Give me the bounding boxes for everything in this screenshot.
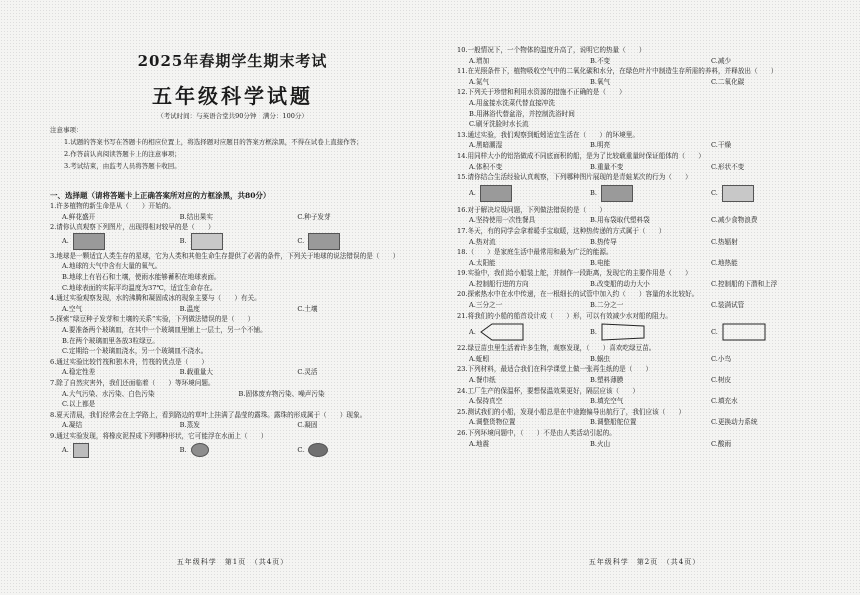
options: [457, 300, 832, 311]
question: 26.下列环境问题中，（ ）不是由人类活动引起的。: [457, 429, 616, 437]
option: C.装满试管: [711, 301, 745, 310]
option: A.增加: [469, 56, 490, 65]
option: A.用盆接水洗菜代替直接冲洗: [469, 98, 555, 107]
lizard-image: [601, 185, 633, 202]
option: A.控制船行进的方向: [469, 279, 529, 288]
boat-shape-image: [308, 443, 328, 457]
option: A.热对流: [469, 237, 496, 246]
option: A.太阳能: [469, 258, 496, 267]
question: 12.下列关于珍惜和利用水资源的措施不正确的是（ ）: [457, 88, 626, 97]
option: A.空气: [62, 304, 83, 313]
option: A.地球的大气中含有大量的氧气。: [62, 262, 162, 271]
option: B.火山: [590, 439, 611, 448]
question: 21.将我们的小船的船首设计成（ ）形，可以有效减少水对船的阻力。: [457, 311, 672, 320]
option: C.地球表面的实际平均温度为37℃，适宜生命存在。: [62, 283, 217, 292]
question: 3.地球是一颗适宜人类生存的星球，它为人类和其他生命生存提供了必需的条件，下列关于地球的说法错误的是（ ）: [50, 251, 400, 260]
question: 11.在光照条件下，植物吸收空气中的二氧化碳和水分，在绿色叶片中制造生存所需的养料，并释放出（ ）: [457, 67, 778, 76]
option: C.小鸟: [711, 354, 732, 363]
question-list-right: [457, 45, 832, 449]
page-footer: 五年级科学 第2页 （共4页）: [588, 558, 701, 566]
option: A.黑暗潮湿: [469, 141, 503, 150]
options: [457, 162, 832, 173]
bird-image: [191, 233, 223, 250]
option: A.餐巾纸: [469, 376, 496, 385]
option: A.鲜花盛开: [62, 212, 96, 221]
subject-title: 五年级科学试题: [152, 84, 313, 108]
options: [50, 367, 415, 378]
boat-image: [308, 233, 340, 250]
option: A.保持真空: [469, 397, 503, 406]
option: C.灵活: [297, 368, 318, 377]
options: [457, 77, 832, 88]
image-options: [457, 183, 832, 205]
question-list-left: [50, 201, 415, 459]
options: [50, 420, 415, 431]
flat-bow-shape: [722, 323, 766, 341]
question: 17.冬天，有的同学会拿着暖手宝取暖，这种热传递的方式属于（ ）: [457, 226, 666, 235]
question: 8.夏天清晨，我们经常会在上学路上，看到路边的草叶上挂满了晶莹的露珠。露珠的形成属于（ ）现象。: [50, 410, 367, 419]
image-options: [50, 233, 415, 251]
option: B.塑料薄膜: [590, 376, 624, 385]
option: B.地球上有岩石和土壤，使雨水能够蓄积在地球表面。: [62, 272, 221, 281]
option: C.控制船的下潜和上浮: [711, 279, 778, 288]
question: 24.工厂生产的保温杯，要想保温效果更好，隔层应该（ ）: [457, 386, 639, 395]
question: 10.一般情况下，一个物体的温度升高了，说明它的热量（ ）: [457, 46, 646, 54]
cube-image: [73, 443, 89, 458]
option: C.热辐射: [711, 237, 738, 246]
page-footer: 五年级科学 第1页 （共4页）: [176, 558, 289, 566]
options: [457, 140, 832, 151]
option: A.: [62, 237, 69, 246]
question: 22.绿豆苗虫里生活着许多生物，观察发现，（ ）喜欢吃绿豆苗。: [457, 344, 656, 353]
option: A.稳定性差: [62, 368, 96, 377]
question: 16.对于解决垃圾问题，下列做法错误的是（ ）: [457, 205, 606, 214]
option: C.更换动力系统: [711, 418, 758, 427]
option: A.调整货物位置: [469, 418, 516, 427]
question: 1.许多植物的新生命是从（ ）开始的。: [50, 202, 175, 210]
question: 2.请你认真观察下列图片，出现得相对较早的是（ ）: [50, 223, 215, 232]
notes-heading: 注意事项：: [50, 126, 83, 134]
option: B.改变船的动力大小: [590, 279, 650, 288]
question: 19.实验中，我们给小船装上舵，并制作一段距离，发现它的主要作用是（ ）: [457, 269, 692, 278]
image-options: [50, 441, 415, 459]
option: A.氮气: [469, 77, 490, 86]
option: C.: [297, 237, 305, 246]
question: 14.用同样大小的铝箔做成不同底面积的船，是为了比较载重量时保证船体的（ ）: [457, 151, 705, 160]
option: C.填充水: [711, 397, 738, 406]
options: [457, 56, 832, 67]
options: [457, 215, 832, 226]
option: A.地震: [469, 439, 490, 448]
question: 5.探索“绿豆种子发芽和土壤的关系”实验，下列做法错误的是（ ）: [50, 315, 255, 324]
question: 13.通过实验，我们观察到蚯蚓适宜生活在（ ）的环境里。: [457, 130, 639, 139]
option: B.调整船舵位置: [590, 418, 637, 427]
options: [457, 439, 832, 450]
options: [457, 279, 832, 290]
options: [457, 354, 832, 365]
option: C.刷牙洗脸时水长流: [469, 120, 529, 129]
option: A.蚯蚓: [469, 354, 490, 363]
option: A.: [62, 446, 69, 455]
note-item: 2.作答前认真阅读答题卡上的注意事项；: [64, 150, 181, 158]
options: [457, 396, 832, 407]
option: B.载重量大: [179, 368, 213, 377]
option: C.: [711, 189, 718, 198]
question: 7.除了自然灾害外，我们还面临着（ ）等环境问题。: [50, 378, 215, 387]
note-item: 1.试题的答案书写在答题卡的相应位置上，将选择题对应题目的答案方框涂黑，不得在试卷上直接作答；: [64, 138, 363, 146]
option: A.凝结: [62, 421, 83, 430]
question: 9.通过实验发现，将橡皮泥捏成下列哪种形状，它可能浮在水面上（ ）: [50, 431, 268, 440]
option: C.减少食物浪费: [711, 216, 758, 225]
options: [50, 304, 415, 315]
option: C.种子发芽: [297, 212, 331, 221]
image-options: [457, 321, 832, 343]
option: B.: [179, 446, 187, 455]
option: C.凝固: [297, 421, 318, 430]
fossil-image: [73, 233, 105, 250]
option: C.以上都是: [62, 400, 96, 409]
option: B.二分之一: [590, 301, 624, 310]
option: A.三分之一: [469, 301, 503, 310]
option: B.: [590, 327, 597, 336]
question: 20.探索热水中在水中传递，在一根细长的试管中加入约（ ）容量的水比较好。: [457, 290, 699, 299]
option: B.: [590, 189, 597, 198]
option: C.: [711, 327, 718, 336]
options: [457, 258, 832, 269]
exam-info: （考试时间：与英语合堂共90分钟 满分：100分）: [157, 112, 308, 120]
section-heading: 一、选择题（请将答题卡上正确答案所对应的方框涂黑，共80分）: [50, 191, 271, 200]
option: C.干燥: [711, 141, 732, 150]
note-item: 3.考试结束，由监考人员将答题卡收回。: [64, 162, 181, 170]
option: C.酸雨: [711, 439, 732, 448]
notes: [50, 124, 415, 172]
option: A.坚持使用一次性餐具: [469, 216, 536, 225]
option: B.热传导: [590, 237, 617, 246]
options: [457, 417, 832, 428]
option: C.形状不变: [711, 162, 745, 171]
option: B.: [179, 237, 187, 246]
option: C.树皮: [711, 376, 732, 385]
option: A.: [469, 189, 476, 198]
option: B.氧气: [590, 77, 611, 86]
options: [457, 375, 832, 386]
option: B.明亮: [590, 141, 611, 150]
option: B.用布袋取代塑料袋: [590, 216, 650, 225]
exam-title: 2025年春期学生期末考试: [137, 52, 328, 70]
option: C.二氧化碳: [711, 77, 745, 86]
option: C.: [297, 446, 305, 455]
option: B.填充空气: [590, 397, 624, 406]
frog-image: [480, 185, 512, 202]
option: B.不变: [590, 56, 611, 65]
option: B.结出果实: [179, 212, 213, 221]
option: A.大气污染、水污染、白色污染: [62, 389, 155, 398]
option: B.用淋浴代替盆浴，并控制洗浴时间: [469, 109, 575, 118]
question: 6.通过实验比较竹筏和独木舟，竹筏的优点是（ ）: [50, 357, 208, 366]
option: C.减少: [711, 56, 732, 65]
options: [457, 237, 832, 248]
option: B.温度: [179, 304, 200, 313]
option: A.要准备两个玻璃皿，在其中一个玻璃皿里铺上一层土，另一个不铺。: [62, 325, 267, 334]
slanted-bow-shape: [601, 323, 645, 341]
option: C.地热能: [711, 258, 738, 267]
option: B.电能: [590, 258, 611, 267]
question: 25.测试我们的小船，发现小船总是在中途跑偏导出航行了，我们应该（ ）: [457, 407, 686, 416]
question: 4.通过实验观察发现，水的沸腾和凝固成冰的现象主要与（ ）有关。: [50, 294, 261, 303]
option: B.蒸发: [179, 421, 200, 430]
option: C.定期给一个玻璃皿浇水，另一个玻璃皿不浇水。: [62, 347, 208, 356]
option: A.体积不变: [469, 162, 503, 171]
pointed-bow-shape: [480, 323, 524, 341]
option: A.: [469, 327, 476, 336]
option: C.土壤: [297, 304, 318, 313]
question: 15.请你结合生活经验认真观察，下列哪种图片展现的是青蛙某次的行为（ ）: [457, 173, 692, 182]
options: [50, 212, 415, 223]
options: [50, 389, 415, 400]
option: B.固体废弃物污染、噪声污染: [238, 389, 325, 398]
option: B.蜗虫: [590, 354, 611, 363]
ball-image: [191, 443, 209, 457]
question: 23.下列材料，最适合我们在科学课堂上做一张再生纸的是（ ）: [457, 365, 653, 374]
option: B.重量不变: [590, 162, 624, 171]
animal-image: [722, 185, 754, 202]
option: B.在两个玻璃皿里各放3粒绿豆。: [62, 336, 159, 345]
question: 18.（ ）是家庭生活中最常用和最为广泛的能源。: [457, 248, 613, 257]
